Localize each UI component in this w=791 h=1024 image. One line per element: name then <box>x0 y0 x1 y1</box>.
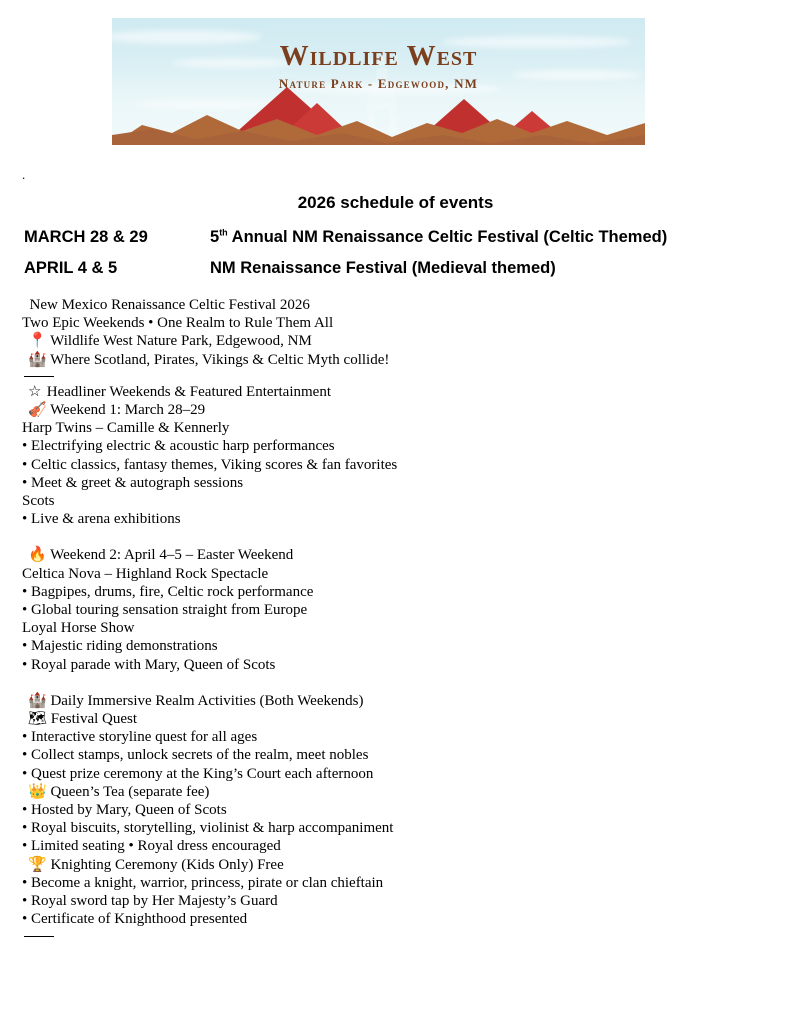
body-line-text: Celtica Nova – Highland Rock Spectacle <box>22 565 269 582</box>
banner-artwork <box>112 18 645 145</box>
star-icon: ☆ <box>28 383 42 400</box>
body-line-text: Queen’s Tea (separate fee) <box>50 783 210 800</box>
body-line-text: • Royal biscuits, storytelling, violinist & harp accompaniment <box>22 820 394 837</box>
body-line-text: Wildlife West Nature Park, Edgewood, NM <box>50 333 312 350</box>
body-line <box>22 296 767 314</box>
body-line-text: • Electrifying electric & acoustic harp performances <box>22 438 335 455</box>
crown-icon: 👑 <box>28 783 47 800</box>
body-line <box>22 383 767 401</box>
body-line <box>22 637 767 655</box>
body-line <box>22 892 767 910</box>
body-line <box>22 692 767 710</box>
body-line-text: • Interactive storyline quest for all ages <box>22 729 258 746</box>
body-line-text: Two Epic Weekends • One Realm to Rule Them All <box>22 315 334 332</box>
spacer <box>22 674 767 692</box>
stray-mark: . <box>22 167 26 182</box>
body-line-text: • Meet & greet & autograph sessions <box>22 474 244 491</box>
body-line-text: Loyal Horse Show <box>22 620 135 637</box>
body-line <box>22 437 767 455</box>
body-line <box>22 546 767 564</box>
body-line-text: • Become a knight, warrior, princess, pirate or clan chieftain <box>22 874 384 891</box>
violin-icon: 🎻 <box>28 402 47 419</box>
banner-subtitle: Nature Park - Edgewood, NM <box>278 76 479 91</box>
body-line-text: Where Scotland, Pirates, Vikings & Celtic Myth collide! <box>50 351 390 368</box>
body-line-text: Knighting Ceremony (Kids Only) Free <box>50 856 284 873</box>
body-line-text: • Limited seating • Royal dress encouraged <box>22 838 281 855</box>
castle-icon: 🏰 <box>28 351 47 368</box>
schedule-event-text: Annual NM Renaissance Celtic Festival (Celtic Themed) <box>227 227 668 246</box>
body-line-text: • Celtic classics, fantasy themes, Viking scores & fan favorites <box>22 456 398 473</box>
header-banner <box>112 18 645 145</box>
body-line-text: • Royal sword tap by Her Majesty’s Guard <box>22 893 278 910</box>
schedule-date: APRIL 4 & 5 <box>24 258 118 277</box>
body-line-text: • Live & arena exhibitions <box>22 511 181 528</box>
body-line-text: New Mexico Renaissance Celtic Festival 2026 <box>22 297 310 313</box>
body-line <box>22 783 767 801</box>
body-line <box>22 746 767 764</box>
body-line <box>22 474 767 492</box>
body-line-text: Scots <box>22 493 55 510</box>
body-line-text: • Collect stamps, unlock secrets of the realm, meet nobles <box>22 747 369 764</box>
body-line <box>22 401 767 419</box>
body-line-text: • Bagpipes, drums, fire, Celtic rock performance <box>22 583 314 600</box>
body-line <box>22 351 767 369</box>
body-line <box>22 819 767 837</box>
section-divider <box>24 376 54 377</box>
body-line <box>22 765 767 783</box>
event-description-body <box>22 296 767 943</box>
schedule-date: MARCH 28 & 29 <box>24 227 148 246</box>
body-line <box>22 510 767 528</box>
body-line-text: Festival Quest <box>50 711 138 728</box>
banner-title: Wildlife West <box>279 40 478 72</box>
body-line <box>22 565 767 583</box>
body-line-text: • Certificate of Knighthood presented <box>22 911 248 928</box>
body-line-text: Harp Twins – Camille & Kennerly <box>22 420 230 437</box>
body-line <box>22 314 767 332</box>
body-line-text: • Royal parade with Mary, Queen of Scots <box>22 656 276 673</box>
schedule-event-ordinal: th <box>219 227 228 237</box>
schedule-event-number: 5 <box>210 227 220 246</box>
body-line <box>22 710 767 728</box>
schedule-event <box>210 228 667 246</box>
body-line <box>22 456 767 474</box>
body-line-text: Weekend 2: April 4–5 – Easter Weekend <box>50 547 294 564</box>
body-line-text: • Majestic riding demonstrations <box>22 638 218 655</box>
body-line <box>22 601 767 619</box>
fire-icon: 🔥 <box>28 547 47 564</box>
body-line-text: Daily Immersive Realm Activities (Both Weekends) <box>50 692 364 709</box>
location-pin-icon: 📍 <box>28 333 47 350</box>
body-line <box>22 332 767 350</box>
schedule-row <box>24 258 764 278</box>
page-title: 2026 schedule of events <box>297 193 494 212</box>
mountain-graphic <box>112 73 645 145</box>
body-line <box>22 910 767 928</box>
body-line <box>22 583 767 601</box>
body-line <box>22 656 767 674</box>
schedule-event-text: NM Renaissance Festival (Medieval themed) <box>210 258 556 277</box>
body-line <box>22 619 767 637</box>
body-line <box>22 856 767 874</box>
body-line-text: • Hosted by Mary, Queen of Scots <box>22 802 227 819</box>
schedule-event <box>210 259 556 277</box>
spacer <box>22 528 767 546</box>
map-icon: 🗺 <box>28 711 48 728</box>
body-line-text: • Global touring sensation straight from Europe <box>22 602 308 619</box>
body-line-text: Weekend 1: March 28–29 <box>50 402 206 419</box>
schedule-row <box>24 227 764 247</box>
trophy-icon: 🏆 <box>28 856 47 873</box>
body-line-text: • Quest prize ceremony at the King’s Court each afternoon <box>22 765 374 782</box>
body-line <box>22 492 767 510</box>
body-line-text: Headliner Weekends & Featured Entertainment <box>46 383 331 400</box>
section-divider <box>24 936 54 937</box>
body-line <box>22 419 767 437</box>
body-line <box>22 801 767 819</box>
body-line <box>22 874 767 892</box>
body-line <box>22 728 767 746</box>
body-line <box>22 837 767 855</box>
castle-icon: 🏰 <box>28 692 47 709</box>
